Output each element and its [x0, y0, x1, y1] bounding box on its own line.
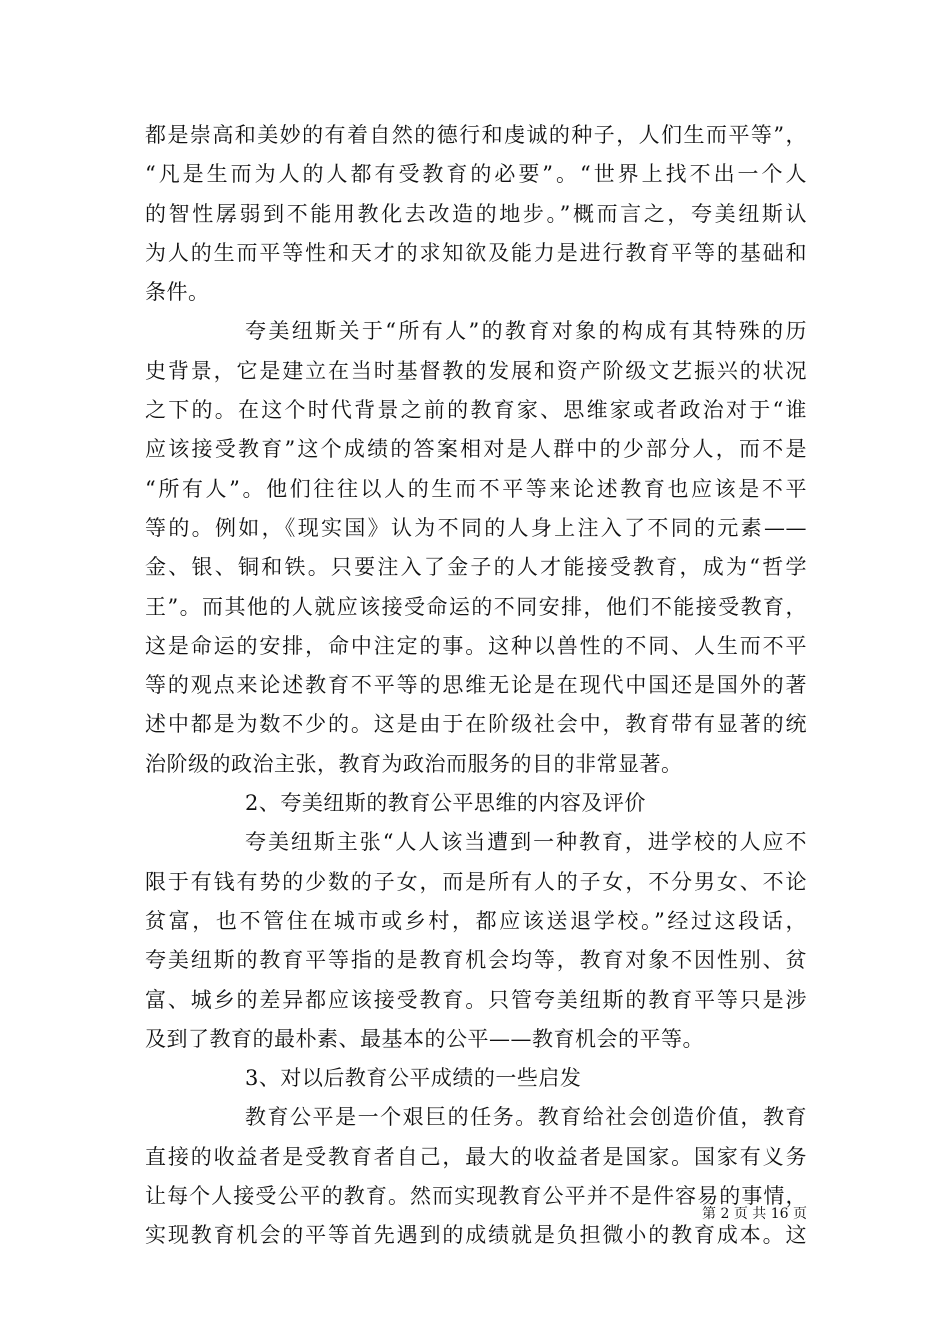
- text-line: 夸美纽斯的教育平等指的是教育机会均等，教育对象不因性别、贫: [145, 948, 807, 973]
- text-line: “所有人”。他们往往以人的生而不平等来论述教育也应该是不平: [145, 476, 807, 501]
- body-text: [145, 116, 807, 1256]
- page-footer: 第 2 页 共 16 页: [702, 1206, 807, 1222]
- text-line: 王”。而其他的人就应该接受命运的不同安排，他们不能接受教育，: [145, 594, 807, 619]
- text-line: 贫富，也不管住在城市或乡村，都应该送退学校。”经过这段话，: [145, 908, 807, 933]
- text-line: 这是命运的安排，命中注定的事。这种以兽性的不同、人生而不平: [145, 633, 807, 658]
- text-line: “凡是生而为人的人都有受教育的必要”。“世界上找不出一个人: [145, 162, 807, 187]
- text-line: 3、对以后教育公平成绩的一些启发: [245, 1066, 582, 1091]
- text-line: 等的。例如，《现实国》认为不同的人身上注入了不同的元素——: [145, 515, 807, 540]
- text-line: 让每个人接受公平的教育。然而实现教育公平并不是件容易的事情，: [145, 1184, 807, 1209]
- text-line: 之下的。在这个时代背景之前的教育家、思维家或者政治对于“谁: [145, 398, 807, 423]
- text-line: 史背景，它是建立在当时基督教的发展和资产阶级文艺振兴的状况: [145, 358, 807, 383]
- text-line: 的智性孱弱到不能用教化去改造的地步。”概而言之，夸美纽斯认: [145, 201, 807, 226]
- text-line: 为人的生而平等性和天才的求知欲及能力是进行教育平等的基础和: [145, 240, 807, 265]
- text-line: 夸美纽斯主张“人人该当遭到一种教育，进学校的人应不: [245, 830, 807, 855]
- text-line: 都是崇高和美妙的有着自然的德行和虔诚的种子，人们生而平等”，: [145, 123, 807, 147]
- text-line: 2、夸美纽斯的教育公平思维的内容及评价: [245, 791, 646, 816]
- text-line: 述中都是为数不少的。这是由于在阶级社会中，教育带有显著的统: [145, 712, 807, 737]
- text-line: 治阶级的政治主张，教育为政治而服务的目的非常显著。: [145, 751, 683, 776]
- text-line: 及到了教育的最朴素、最基本的公平——教育机会的平等。: [145, 1026, 704, 1051]
- text-line: 富、城乡的差异都应该接受教育。只管夸美纽斯的教育平等只是涉: [145, 987, 807, 1012]
- text-line: 限于有钱有势的少数的子女，而是所有人的子女，不分男女、不论: [145, 869, 807, 894]
- text-line: 应该接受教育”这个成绩的答案相对是人群中的少部分人，而不是: [145, 437, 807, 462]
- text-line: 教育公平是一个艰巨的任务。教育给社会创造价值，教育: [245, 1105, 807, 1130]
- text-line: 等的观点来论述教育不平等的思维无论是在现代中国还是国外的著: [145, 673, 807, 698]
- text-line: 实现教育机会的平等首先遇到的成绩就是负担微小的教育成本。这: [145, 1223, 807, 1248]
- text-line: 直接的收益者是受教育者自己，最大的收益者是国家。国家有义务: [145, 1144, 807, 1169]
- text-line: 条件。: [145, 280, 210, 305]
- text-line: 夸美纽斯关于“所有人”的教育对象的构成有其特殊的历: [245, 319, 807, 344]
- text-line: 金、银、铜和铁。只要注入了金子的人才能接受教育，成为“哲学: [145, 555, 807, 580]
